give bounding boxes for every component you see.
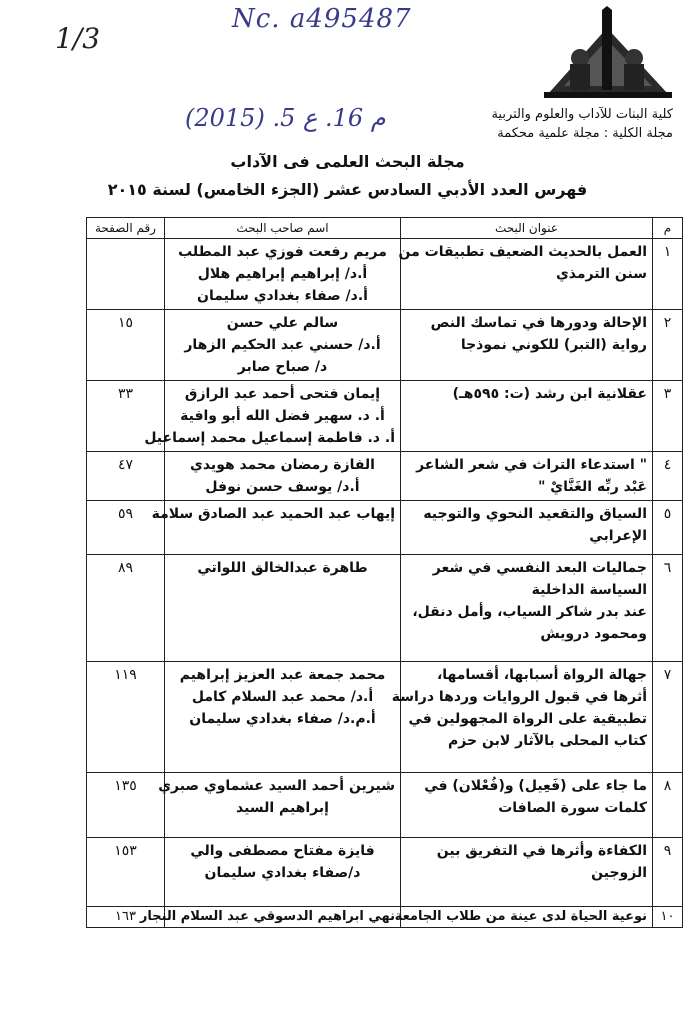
author-line: د/صفاء بغدادي سليمان xyxy=(204,865,361,881)
author-line: محمد جمعة عبد العزيز إبراهيم xyxy=(179,667,386,683)
research-title xyxy=(401,773,653,838)
author-line: أ. د. فاطمة إسماعيل محمد إسماعيل xyxy=(144,430,395,446)
title-line: رواية (التبر) للكوني نموذجا xyxy=(460,337,647,353)
author-line: سالم علي حسن xyxy=(226,315,339,331)
research-title xyxy=(401,838,653,907)
table-row xyxy=(87,662,683,773)
page-number xyxy=(87,239,165,310)
research-authors xyxy=(158,773,401,838)
research-authors xyxy=(165,838,401,907)
page-number: ٥٩ xyxy=(87,501,165,555)
row-number: ٢ xyxy=(653,310,683,381)
research-authors xyxy=(139,907,401,928)
title-line: الكفاءة وأثرها في التفريق بين xyxy=(436,843,647,859)
title-line: ومحمود درويش xyxy=(540,626,647,642)
author-line: أ.د/ يوسف حسن نوفل xyxy=(205,479,360,495)
research-authors xyxy=(165,555,401,662)
header-page: رقم الصفحة xyxy=(87,218,165,239)
table-row xyxy=(87,907,683,928)
research-authors xyxy=(144,381,401,452)
title-line: عند بدر شاكر السياب، وأمل دنقل، xyxy=(412,604,647,620)
college-logo-icon xyxy=(540,6,675,102)
page-number: ١٥٣ xyxy=(87,838,165,907)
table-row xyxy=(87,555,683,662)
research-title xyxy=(401,452,653,501)
row-number: ٦ xyxy=(653,555,683,662)
author-line: الفازة رمضان محمد هويدي xyxy=(190,457,375,473)
title-line: " استدعاء التراث في شعر الشاعر xyxy=(416,457,647,473)
row-number: ١٠ xyxy=(653,907,683,928)
author-line: نهي ابراهيم الدسوقي عبد السلام النجار xyxy=(139,909,395,924)
handwritten-id: Nc. a495487 xyxy=(232,4,412,34)
author-line: فايزة مفتاح مصطفى والي xyxy=(190,843,375,859)
row-number: ٨ xyxy=(653,773,683,838)
table-row xyxy=(87,501,683,555)
table-row xyxy=(87,310,683,381)
author-line: أ.م.د/ صفاء بغدادي سليمان xyxy=(189,711,376,727)
author-line: أ.د/ إبراهيم إبراهيم هلال xyxy=(197,266,368,282)
research-authors xyxy=(165,662,401,773)
title-line: كلمات سورة الصافات xyxy=(498,800,647,816)
table-row xyxy=(87,452,683,501)
author-line: أ.د/ صفاء بغدادي سليمان xyxy=(197,288,368,304)
title-line: العمل بالحديث الضعيف تطبيقات من xyxy=(398,244,647,260)
handwritten-page-fraction: 1/3 xyxy=(55,22,101,55)
author-line: إيهاب عبد الحميد عبد الصادق سلامة xyxy=(151,506,395,522)
title-line: الزوجين xyxy=(591,865,647,881)
author-line: د/ صباح صابر xyxy=(237,359,328,375)
row-number: ٣ xyxy=(653,381,683,452)
title-line: السياق والتقعيد النحوي والتوجيه xyxy=(423,506,647,522)
author-line: مريم رفعت فوزي عبد المطلب xyxy=(178,244,387,260)
page-number: ٤٧ xyxy=(87,452,165,501)
title-line: الإعرابي xyxy=(589,528,647,544)
row-number: ٤ xyxy=(653,452,683,501)
row-number: ١ xyxy=(653,239,683,310)
author-line: إبراهيم السيد xyxy=(236,800,329,816)
title-line: أثرها في قبول الروايات وردها دراسة xyxy=(391,689,647,705)
page-number: ١٣٥ xyxy=(87,773,165,838)
page-number: ٨٩ xyxy=(87,555,165,662)
research-authors xyxy=(151,501,401,555)
title-line: جهالة الرواة أسبابها، أقسامها، xyxy=(436,667,647,683)
index-subtitle: فهرس العدد الأدبي السادس عشر (الجزء الخامس) لسنة ٢٠١٥ xyxy=(107,180,588,199)
author-line: أ.د/ محمد عبد السلام كامل xyxy=(191,689,374,705)
research-title xyxy=(394,907,653,928)
research-title xyxy=(398,239,653,310)
research-authors xyxy=(165,310,401,381)
research-title xyxy=(391,662,653,773)
college-name: كلية البنات للآداب والعلوم والتربية xyxy=(491,107,673,122)
title-line: عقلانية ابن رشد (ت: ٥٩٥هـ) xyxy=(452,386,647,402)
title-line: كتاب المحلى بالآثار لابن حزم xyxy=(448,733,647,749)
table-header-row xyxy=(87,218,683,239)
author-line: شيرين أحمد السيد عشماوي صبري xyxy=(158,778,395,794)
page-number: ١٥ xyxy=(87,310,165,381)
page-number: ١٦٣ xyxy=(87,907,165,928)
page-number: ٣٣ xyxy=(87,381,165,452)
title-line: تطبيقية على الرواة المجهولين في xyxy=(408,711,647,727)
title-line: نوعية الحياة لدى عينة من طلاب الجامعة xyxy=(394,909,647,924)
journal-title: مجلة البحث العلمى فى الآداب xyxy=(230,152,465,171)
table-row xyxy=(87,239,683,310)
author-line: أ. د. سهير فضل الله أبو وافية xyxy=(180,408,385,424)
author-line: طاهرة عبدالخالق اللواتي xyxy=(197,560,368,576)
handwritten-volume-date: م 16. ع 5. (2015) xyxy=(185,104,386,132)
research-authors xyxy=(165,452,401,501)
contents-table xyxy=(86,217,683,928)
title-line: جماليات البعد النفسي في شعر xyxy=(432,560,647,576)
title-line: عَبْد ربِّه الغَنَّايْ " xyxy=(538,479,647,495)
table-row xyxy=(87,381,683,452)
table-row xyxy=(87,773,683,838)
header-author: اسم صاحب البحث xyxy=(165,218,401,239)
header-num: م xyxy=(653,218,683,239)
row-number: ٩ xyxy=(653,838,683,907)
page-number: ١١٩ xyxy=(87,662,165,773)
research-title xyxy=(401,501,653,555)
research-authors xyxy=(165,239,401,310)
research-title xyxy=(401,381,653,452)
research-title xyxy=(401,310,653,381)
title-line: ما جاء على (فَعِيل) و(فُعْلان) في xyxy=(424,778,647,794)
row-number: ٥ xyxy=(653,501,683,555)
journal-note: مجلة الكلية : مجلة علمية محكمة xyxy=(497,126,673,141)
title-line: سنن الترمذي xyxy=(555,266,647,282)
title-line: السياسة الداخلية xyxy=(531,582,647,598)
author-line: أ.د/ حسني عبد الحكيم الزهار xyxy=(184,337,381,353)
row-number: ٧ xyxy=(653,662,683,773)
author-line: إيمان فتحى أحمد عبد الرازق xyxy=(184,386,381,402)
research-title xyxy=(401,555,653,662)
table-row xyxy=(87,838,683,907)
title-line: الإحالة ودورها في تماسك النص xyxy=(430,315,647,331)
header-title: عنوان البحث xyxy=(401,218,653,239)
